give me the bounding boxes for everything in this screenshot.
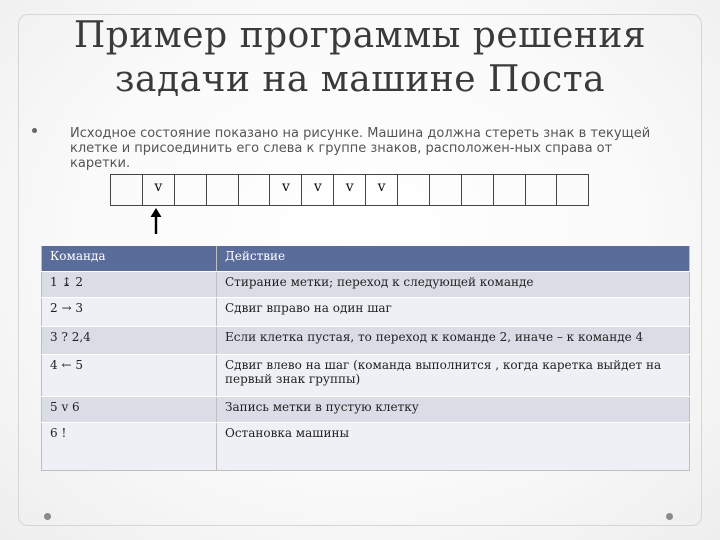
table-row [42, 327, 690, 355]
table-row [42, 272, 690, 298]
action-cell: Остановка машины [217, 423, 690, 471]
table-row [42, 298, 690, 327]
slide-title [40, 14, 680, 102]
title-line-2: задачи на машине Поста [114, 59, 606, 100]
tape-cell: v [302, 175, 334, 205]
action-cell: Запись метки в пустую клетку [217, 397, 690, 423]
tape-cell [175, 175, 207, 205]
program-table [41, 246, 690, 471]
carriage-arrow-icon [149, 208, 163, 234]
tape-cell [430, 175, 462, 205]
command-cell: 4 ← 5 [42, 355, 217, 397]
action-cell: Сдвиг вправо на один шаг [217, 298, 690, 327]
column-header-action: Действие [217, 246, 690, 272]
command-cell: 5 v 6 [42, 397, 217, 423]
tape-cell: v [334, 175, 366, 205]
post-machine-tape [110, 174, 589, 206]
tape-cell: v [366, 175, 398, 205]
tape-cell [494, 175, 526, 205]
tape-cell [526, 175, 558, 205]
tape-cell [111, 175, 143, 205]
action-cell: Если клетка пустая, то переход к команде 2, иначе – к команде 4 [217, 327, 690, 355]
slide-nav-dot-left-icon [44, 513, 51, 520]
command-cell: 6 ! [42, 423, 217, 471]
tape-cell: v [143, 175, 175, 205]
command-cell: 3 ? 2,4 [42, 327, 217, 355]
table-row [42, 423, 690, 471]
column-header-command: Команда [42, 246, 217, 272]
tape-cell [557, 175, 589, 205]
table-row [42, 397, 690, 423]
command-cell: 2 → 3 [42, 298, 217, 327]
bullet-icon [32, 128, 37, 133]
title-line-1: Пример программы решения [73, 15, 647, 56]
bullet-text: Исходное состояние показано на рисунке. Машина должна стереть знак в текущей клетке и присоединить его слева к группе знаков, расположен-ных справа от каретки. [70, 126, 651, 171]
table-row [42, 355, 690, 397]
tape-cell [207, 175, 239, 205]
command-cell: 1 ↨ 2 [42, 272, 217, 298]
action-cell: Стирание метки; переход к следующей команде [217, 272, 690, 298]
tape-cell [462, 175, 494, 205]
action-cell: Сдвиг влево на шаг (команда выполнится , когда каретка выйдет на первый знак группы) [217, 355, 690, 397]
tape-cell: v [270, 175, 302, 205]
tape-cell [239, 175, 271, 205]
slide-nav-dot-right-icon [666, 513, 673, 520]
table-header-row [42, 246, 690, 272]
tape-cell [398, 175, 430, 205]
